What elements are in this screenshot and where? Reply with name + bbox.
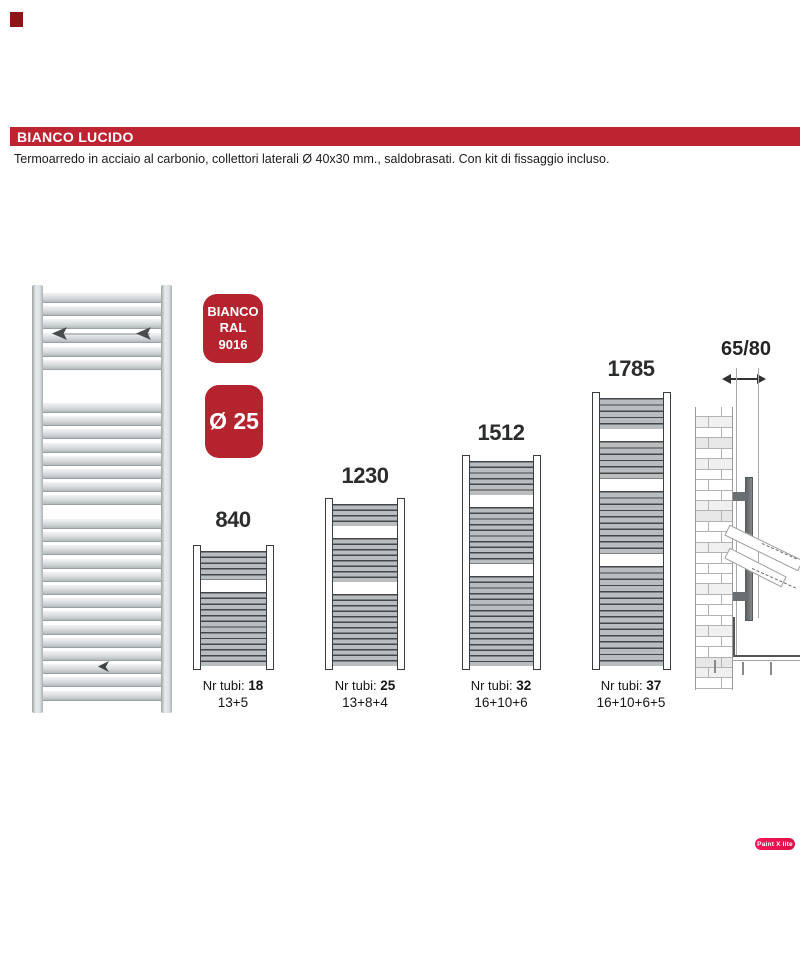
brick-joint xyxy=(721,574,722,583)
radiator-tube xyxy=(36,559,168,568)
brick-row xyxy=(696,470,732,480)
brick-row xyxy=(696,584,732,594)
product-photo xyxy=(28,283,176,715)
brick-row xyxy=(696,616,732,626)
radiator-tube xyxy=(36,532,168,541)
tubes-grouping: 13+5 xyxy=(217,695,249,710)
brick-joint xyxy=(721,407,722,416)
radiator-tube xyxy=(36,638,168,647)
height-label-1230: 1230 xyxy=(341,463,389,488)
brick-joint xyxy=(721,616,722,625)
brick-row xyxy=(696,428,732,438)
radiator-tube xyxy=(36,456,168,465)
brick-joint xyxy=(721,595,722,604)
brick-joint xyxy=(721,532,722,541)
brick-row xyxy=(696,678,732,688)
radiator-diagram-1512 xyxy=(462,455,541,670)
radiator-tube xyxy=(36,319,168,328)
radiator-tube xyxy=(36,625,168,634)
floor-line xyxy=(733,655,800,657)
tubes-count: 25 xyxy=(380,678,396,693)
brick-joint xyxy=(708,564,709,573)
radiator-tube xyxy=(36,306,168,315)
diagram-caption-1230 xyxy=(295,678,435,710)
brick-joint xyxy=(708,501,709,510)
tubes-count: 18 xyxy=(248,678,264,693)
brick-row xyxy=(696,626,732,636)
floor-tick xyxy=(714,660,716,673)
ladder-tube-group xyxy=(470,461,533,495)
radiator-tube xyxy=(36,611,168,620)
ladder-rail xyxy=(462,455,470,670)
radiator-tubes xyxy=(36,283,168,715)
radiator-tube xyxy=(36,598,168,607)
brick-row xyxy=(696,637,732,647)
brick-row xyxy=(696,491,732,501)
ladder-tube-group xyxy=(600,441,663,479)
brick-joint xyxy=(721,658,722,667)
color-badge-ral9016 xyxy=(203,294,263,363)
product-description: Termoarredo in acciaio al carbonio, collettori laterali Ø 40x30 mm., saldobrasati. Con kit di fissaggio incluso. xyxy=(14,152,610,166)
ladder-tube-group xyxy=(600,566,663,666)
tubes-grouping: 13+8+4 xyxy=(342,695,388,710)
ladder-rail xyxy=(325,498,333,670)
height-label-840: 840 xyxy=(215,507,251,532)
section-title: BIANCO LUCIDO xyxy=(17,128,134,145)
wall-bracket-bar xyxy=(54,333,150,335)
brick-row xyxy=(696,449,732,459)
tubes-grouping: 16+10+6+5 xyxy=(596,695,666,710)
brick-joint xyxy=(708,459,709,468)
brick-joint xyxy=(708,480,709,489)
radiator-side-profile xyxy=(745,477,753,537)
radiator-left-collector xyxy=(32,285,43,713)
radiator-tube xyxy=(36,585,168,594)
ladder-tube-group xyxy=(333,594,397,666)
radiator-diagram-840 xyxy=(193,545,274,670)
ladder-rail xyxy=(266,545,274,670)
ladder-tube-group xyxy=(201,592,266,666)
brick-joint xyxy=(721,428,722,437)
radiator-diagram-1230 xyxy=(325,498,405,670)
radiator-tube xyxy=(36,416,168,425)
ladder-tube-group xyxy=(333,538,397,582)
brick-joint xyxy=(708,647,709,656)
ladder-rail xyxy=(397,498,405,670)
brick-row xyxy=(696,501,732,511)
watermark-badge xyxy=(755,838,795,850)
ladder-tube-group xyxy=(201,551,266,580)
ladder-tube-group xyxy=(470,576,533,667)
radiator-tube xyxy=(36,360,168,369)
page-corner-mark xyxy=(10,12,23,27)
ladder-rail xyxy=(193,545,201,670)
ladder-tube-group xyxy=(470,507,533,564)
radiator-tube xyxy=(36,482,168,491)
mounting-bracket xyxy=(733,592,747,601)
radiator-tube xyxy=(36,572,168,581)
brick-joint xyxy=(721,553,722,562)
radiator-tube xyxy=(36,429,168,438)
diameter-badge xyxy=(205,385,263,458)
brick-row xyxy=(696,438,732,448)
radiator-tube xyxy=(36,347,168,356)
ladder-tube-groups xyxy=(333,504,397,666)
brick-joint xyxy=(721,511,722,520)
ladder-rail xyxy=(533,455,541,670)
ladder-tube-groups xyxy=(201,551,266,666)
brick-joint xyxy=(708,543,709,552)
wall-base-line xyxy=(733,617,735,657)
tubes-prefix: Nr tubi: xyxy=(202,678,245,693)
brick-row xyxy=(696,595,732,605)
diagram-caption-1512 xyxy=(431,678,571,710)
depth-label: 65/80 xyxy=(720,338,772,360)
brick-joint xyxy=(708,584,709,593)
guide-line xyxy=(736,368,737,656)
brick-joint xyxy=(708,605,709,614)
ladder-rail xyxy=(663,392,671,670)
brick-row xyxy=(696,564,732,574)
arrow-line xyxy=(727,378,761,380)
floor-tick xyxy=(742,662,744,675)
radiator-tube xyxy=(36,469,168,478)
brick-row xyxy=(696,647,732,657)
watermark-label: Paint X lite xyxy=(757,840,793,848)
height-label-1512: 1512 xyxy=(477,420,525,445)
brick-row xyxy=(696,574,732,584)
tubes-prefix: Nr tubi: xyxy=(470,678,513,693)
brick-row xyxy=(696,459,732,469)
brick-wall-section xyxy=(695,407,733,690)
tubes-count: 37 xyxy=(646,678,662,693)
brick-joint xyxy=(721,449,722,458)
brick-row xyxy=(696,407,732,417)
tubes-prefix: Nr tubi: xyxy=(600,678,643,693)
badge-line: BIANCO xyxy=(207,304,259,320)
brick-row xyxy=(696,511,732,521)
ladder-tube-groups xyxy=(600,398,663,666)
height-label-1785: 1785 xyxy=(607,356,655,381)
badge-line: Ø 25 xyxy=(209,408,259,434)
radiator-tube xyxy=(36,293,168,302)
diagram-caption-1785 xyxy=(561,678,701,710)
ladder-tube-group xyxy=(600,491,663,554)
radiator-diagram-1785 xyxy=(592,392,671,670)
section-header-bar xyxy=(10,127,800,146)
diagram-caption-840 xyxy=(163,678,303,710)
radiator-tube xyxy=(36,519,168,528)
guide-line xyxy=(758,368,759,618)
tubes-grouping: 16+10+6 xyxy=(474,695,528,710)
radiator-tube xyxy=(36,403,168,412)
mounting-bracket xyxy=(733,492,747,501)
brick-joint xyxy=(708,417,709,426)
radiator-tube xyxy=(36,677,168,686)
floor-line xyxy=(733,660,800,661)
ladder-tube-group xyxy=(333,504,397,526)
tubes-count: 32 xyxy=(516,678,532,693)
badge-line: 9016 xyxy=(218,336,248,352)
brick-row xyxy=(696,417,732,427)
brick-joint xyxy=(721,637,722,646)
ladder-tube-group xyxy=(600,398,663,429)
brick-joint xyxy=(708,522,709,531)
brick-joint xyxy=(708,668,709,677)
brick-row xyxy=(696,480,732,490)
radiator-right-collector xyxy=(161,285,172,713)
radiator-tube xyxy=(36,651,168,660)
ladder-tube-groups xyxy=(470,461,533,666)
radiator-tube xyxy=(36,495,168,504)
radiator-tube xyxy=(36,545,168,554)
badge-line: RAL xyxy=(219,320,247,336)
ladder-rail xyxy=(592,392,600,670)
brick-joint xyxy=(721,470,722,479)
brick-row xyxy=(696,605,732,615)
brick-joint xyxy=(708,438,709,447)
brick-joint xyxy=(721,678,722,687)
brick-joint xyxy=(721,491,722,500)
brick-joint xyxy=(708,626,709,635)
tubes-prefix: Nr tubi: xyxy=(334,678,377,693)
radiator-tube xyxy=(36,691,168,700)
radiator-tube xyxy=(36,443,168,452)
floor-tick xyxy=(770,662,772,675)
